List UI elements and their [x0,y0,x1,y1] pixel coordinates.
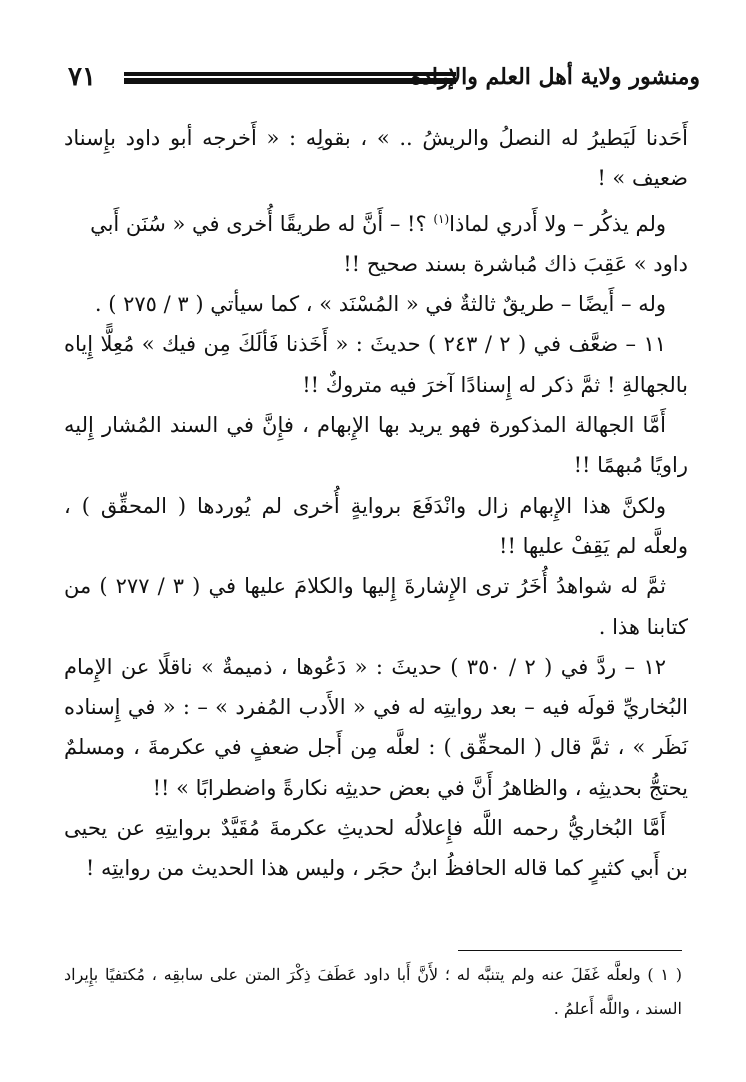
main-text [64,118,688,889]
paragraph [64,199,688,244]
paragraph: داود » عَقِبَ ذاك مُباشرة بسند صحيح !! [343,251,688,276]
header-rule [124,72,456,84]
page-header [60,60,700,100]
paragraph: ١١ – ضعَّف في ( ٢ / ٢٤٣ ) حديثَ : « أَخَذنا فَألَكَ مِن فيك » مُعِلًّا إِياه بالجهالةِ ! ثمَّ ذكر له إِسنادًا آخرَ فيه متروكٌ !! [64,332,688,397]
page-number: ٧١ [68,62,96,92]
paragraph-text: ؟! – أَنَّ له طريقًا أُخرى في « سُنَن أَبي [90,211,434,236]
paragraph-text: ولم يذكُر – ولا أَدري لماذا [449,211,666,236]
footnote-separator [458,950,682,951]
paragraph: ثمَّ له شواهدُ أُخَرُ ترى الإِشارةَ إِليها والكلامَ عليها في ( ٣ / ٢٧٧ ) من كتابنا هذا . [64,574,688,639]
footnote-marker: (١) [433,211,450,226]
paragraph: أَمَّا البُخاريُّ رحمه اللَّه فإِعلالُه لحديثِ عكرمةَ مُقَيَّدٌ بروايتِهِ عن يحيى بن أَبي كثيرٍ كما قاله الحافظُ ابنُ حجَر ، وليس هذا الحديث من روايتِه ! [64,816,688,881]
footnote-text: ( ١ ) ولعلَّه غَفَلَ عنه ولم يتنبَّه له ؛ لأَنَّ أَبا داود عَطَفَ ذِكْرَ المتن على سابقِه ، مُكتفيًا بإِيراد السند ، واللَّه أَعلمُ . [64,965,682,1018]
footnote [64,958,682,1026]
paragraph: ولكنَّ هذا الإِبهام زال وانْدَفَعَ بروايةٍ أُخرى لم يُوردها ( المحقِّق ) ، ولعلَّه لم يَقِفْ عليها !! [64,493,688,558]
running-title: ومنشور ولاية أهل العلم والإرادة [410,64,700,90]
paragraph: وله – أَيضًا – طريقٌ ثالثةٌ في « المُسْنَد » ، كما سيأتي ( ٣ / ٢٧٥ ) . [94,292,666,317]
paragraph: ١٢ – ردَّ في ( ٢ / ٣٥٠ ) حديثَ : « دَعُوها ، ذميمةٌ » ناقلًا عن الإِمام البُخاريِّ قولَه فيه – بعد روايتِه له في « الأَدب المُفرد » – : « في إِسناده نَظَر » ، ثمَّ قال ( المحقِّق ) : لعلَّه مِن أَجل ضعفٍ في عكرمةَ ، ومسلمٌ يحتجُّ بحديثِه ، والظاهرُ أَنَّ في بعض حديثِه نكارةً واضطرابًا » !! [64,654,688,800]
paragraph: أَحَدنا لَيَطيرُ له النصلُ والريشُ .. » ، بقولِه : « أَخرجه أبو داود بإِسناد ضعيف » ! [64,126,688,191]
paragraph: أَمَّا الجهالة المذكورة فهو يريد بها الإِبهام ، فإِنَّ في السند المُشار إِليه راويًا مُبهمًا !! [64,413,688,478]
